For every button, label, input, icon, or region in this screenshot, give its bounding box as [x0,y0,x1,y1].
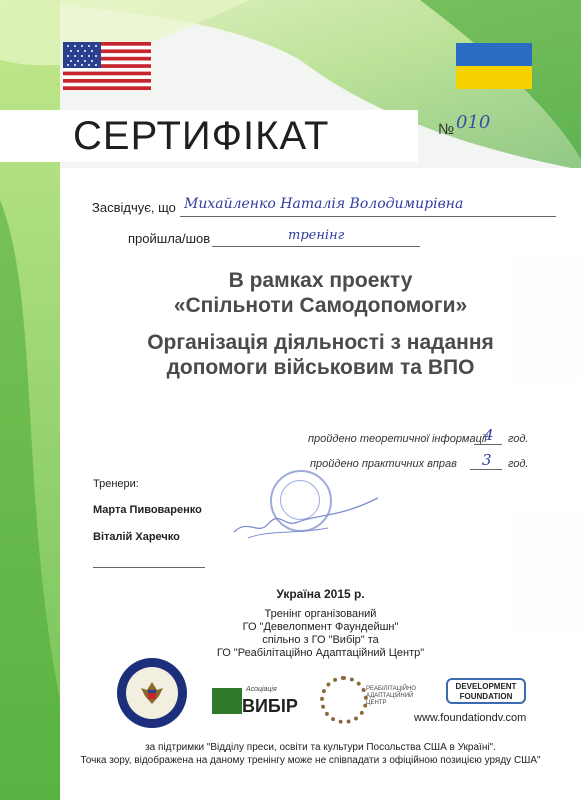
organized-line-4: ГО "Реабілітаційно Адаптаційний Центр" [216,647,425,659]
practice-unit: год. [508,458,529,470]
df-logo-line-1: DEVELOPMENT [455,682,517,691]
organized-line-3: спільно з ГО "Вибір" та [262,634,379,646]
organized-line-1: Тренінг організований [264,608,377,620]
number-label: № [438,121,455,138]
theory-hours: 4 [484,426,494,444]
theory-unit: год. [508,433,529,445]
vybir-logo [212,684,298,716]
place-year: Україна 2015 р. [276,587,365,601]
trainer-name-1: Марта Пивоваренко [93,504,202,516]
certifies-label: Засвідчує, що [92,200,176,215]
theory-label: пройдено теоретичної інформації [308,433,487,445]
foundation-url: www.foundationdv.com [414,712,527,724]
passed-value: тренінг [288,228,345,243]
footer-line-1: за підтримки "Відділу преси, освіти та культури Посольства США в Україні". [145,742,496,753]
name-underline [180,216,556,217]
theory-underline [474,444,502,445]
practice-hours: 3 [482,451,492,469]
footer-line-2: Точка зору, відображена на даному тренінгу може не співпадати з офіційною позицією уряду США" [80,755,541,766]
vybir-logo-small: Асоціація [246,686,277,693]
heading-line-2: «Спільноти Самодопомоги» [173,294,468,317]
passed-label: пройшла/шов [128,231,211,246]
trainer-name-2: Віталій Харечко [93,531,180,543]
heading-line-1: В рамках проекту [228,269,413,292]
rehab-center-logo-text: РЕАБІЛІТАЦІЙНО АДАПТАЦІЙНИЙ ЦЕНТР [366,686,417,706]
development-foundation-logo [446,678,526,704]
certificate-number: 010 [456,112,491,133]
us-embassy-seal-icon [117,658,187,728]
df-logo-line-2: FOUNDATION [459,692,513,701]
us-flag-icon [63,42,151,90]
organized-line-2: ГО "Девелопмент Фаундейшн" [242,621,399,633]
certificate-title: СЕРТИФІКАТ [73,114,330,158]
vybir-logo-text: ВИБІР [242,696,298,716]
rehab-center-logo-icon [320,676,368,724]
passed-underline [212,246,420,247]
signature-scribble [228,488,388,548]
heading-line-4: допомоги військовим та ВПО [166,356,475,379]
recipient-name: Михайленко Наталія Володимирівна [184,196,464,212]
ukraine-flag-icon [456,43,532,89]
practice-underline [470,469,502,470]
trainer-signature-line [93,567,205,568]
heading-line-3: Організація діяльності з надання [147,331,494,354]
trainers-label: Тренери: [93,478,139,490]
practice-label: пройдено практичних вправ [310,458,457,470]
